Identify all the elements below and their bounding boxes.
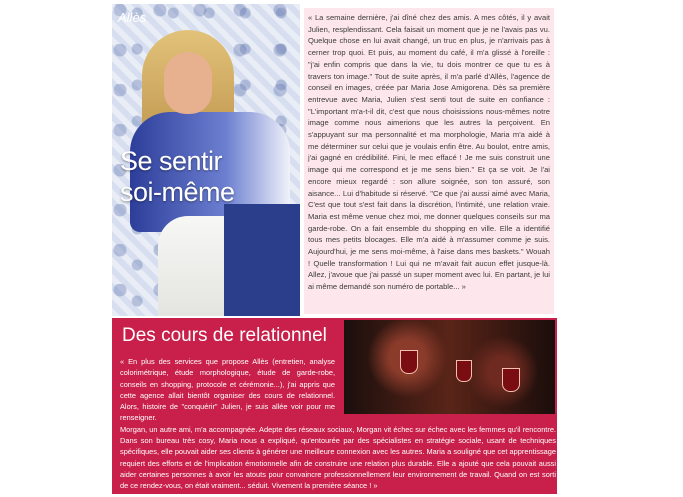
portrait-chair [224,204,300,316]
testimonial-quote: « La semaine dernière, j'ai dîné chez des amis. A mes côtés, il y avait Julien, resplendissant. Cela faisait un moment que je ne l'avais pas vu. Quelque chose en lui avait changé, un truc en plus, je n'arrivais pas à cerner trop quoi. Et puis, au moment du café, il m'a glissé à l'oreille : "j'ai enfin compris que dans la vie, tu dois montrer ce que tu es à travers ton image." Tout de suite après, il m'a parlé d'Allès, l'agence de conseil en images, créée par Maria Jose Amigorena. Dès sa première entrevue avec Maria, Julien s'est senti tout de suite en confiance : "L'important m'a-t-il dit, c'est que nous choisissions nous-mêmes notre image comme nous aimerions que les autres la perçoivent. En s'appuyant sur ma personnalité et ma morphologie, Maria m'a aidé à me déterminer sur celui que je voulais enfin être. Au boulot, entre amis, j'ai gagné en crédibilité. Fini, le mec effacé ! Je me suis construit une image qui me correspond et je me sens bien." Et ça se voit. Je l'ai encore mieux regardé : son allure soignée, son ton assuré, son aisance... Lui d'habitude si réservé. "Ce que j'ai aussi aimé avec Maria, C'est que tout s'est fait dans la discrétion, l'intimité, une relation vraie. Maria est même venue chez moi, me donner quelques conseils sur ma garde-robe. On a fait ensemble du shopping en ville. Elle a identifié tous mes petits blocages. Elle m'a aidé à m'assumer comme je suis. Aujourd'hui, je me sens moi-même, à l'aise dans mes baskets." Wouah ! Quelle transformation ! Lui qui ne m'avait fait aucun effet jusque-là. Allez, j'avoue que j'ai passé un super moment avec lui. En partant, je lui ai même demandé son numéro de portable... » [304,8,554,314]
magazine-page [112,4,557,494]
section-intro: « En plus des services que propose Allès (entretien, analyse colorimétrique, étude morphologique, étude de garde-robe, conseils en shopping, protocole et cérémonie...), j'ai appris que cette agence allait bientôt organiser des cours de relationnel. Alors, histoire de "conquérir" Julien, je suis allée voir pour me renseigner. [120,357,335,423]
photo-title [120,146,235,208]
portrait-face [164,52,212,114]
relational-section [112,318,557,494]
photo-title-line2: soi-même [120,177,235,207]
section-body [120,356,556,492]
brand-label: Allès [118,10,147,25]
photo-title-line1: Se sentir [120,146,223,176]
portrait-photo [112,4,300,316]
section-heading: Des cours de relationnel [122,325,327,346]
section-rest: Morgan, un autre ami, m'a accompagnée. Adepte des réseaux sociaux, Morgan vit échec sur échec avec les femmes qu'il rencontre. Dans son bureau très cosy, Maria nous a expliqué, qu'entourée par des spécialistes en stratégie sociale, usant de techniques spécifiques, elle pouvait aider ses clients à générer une meilleure connexion avec les autres. Maria a souligné que cet apprentissage requiert des efforts et de l'implication émotionnelle afin de construire une relation plus durable. Elle a ajouté que cela pouvait aussi aider certaines personnes à avoir les atouts pour convaincre professionnellement leur environnement de travail. Quand on est sorti de ce rendez-vous, on était vraiment... séduit. Vivement la première séance ! » [120,424,556,491]
